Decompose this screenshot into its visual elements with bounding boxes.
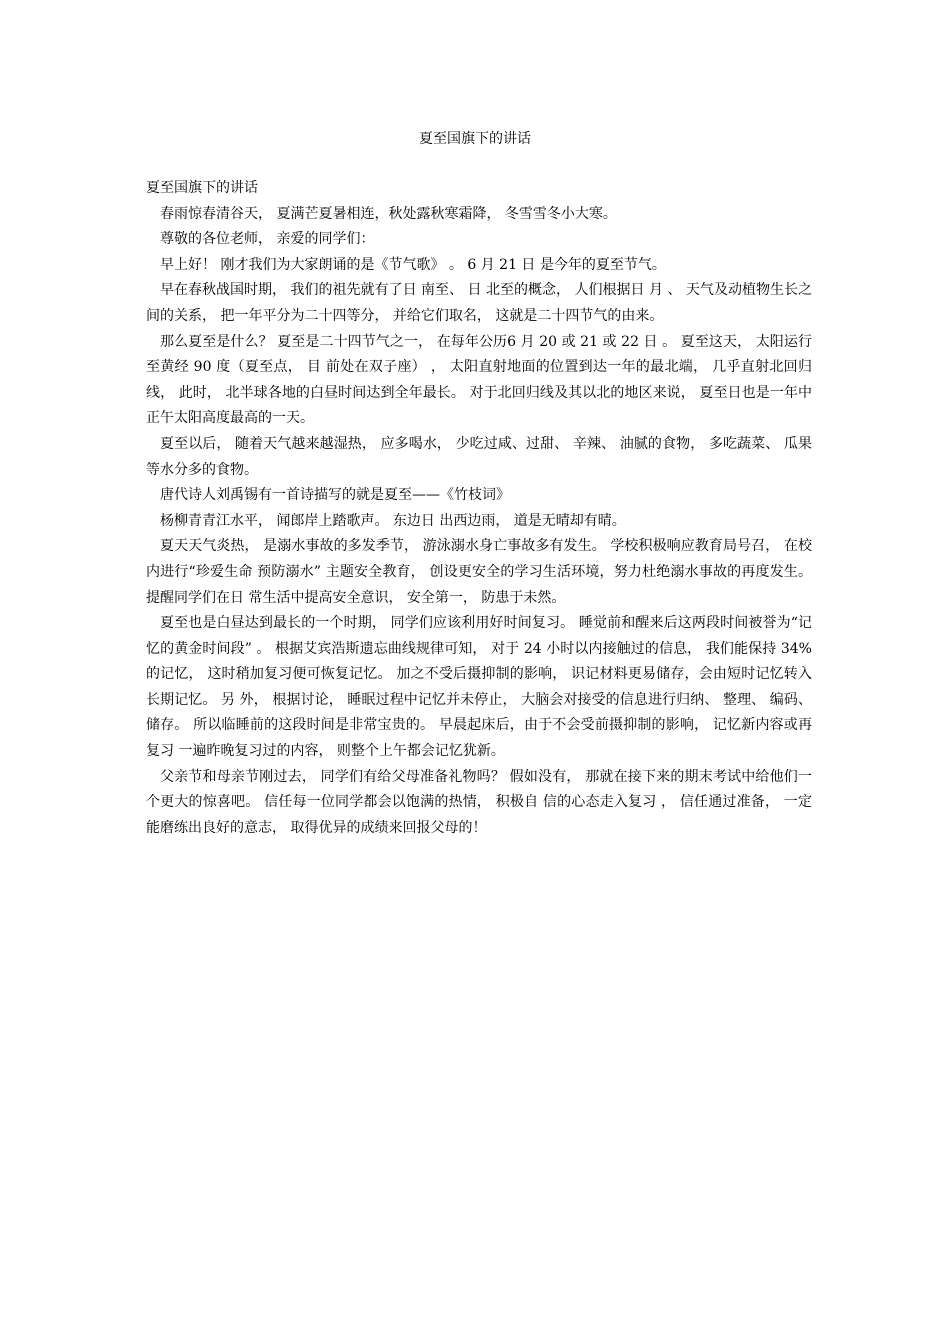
paragraph-closing: 父亲节和母亲节刚过去， 同学们有给父母准备礼物吗？ 假如没有， 那就在接下来的期末考试中给他们一个更大的惊喜吧。 信任每一位同学都会以饱满的热情， 积极自 信的心态走入复习 ， 信任通过准备， 一定能磨练出良好的意志， 取得优异的成绩来回报父母的！: [146, 768, 812, 836]
paragraph-diet-advice: 夏至以后， 随着天气越来越湿热， 应多喝水， 少吃过咸、过甜、 辛辣、 油腻的食物， 多吃蔬菜、 瓜果等水分多的食物。: [146, 435, 812, 478]
paragraph-greeting: 尊敬的各位老师， 亲爱的同学们：: [160, 231, 375, 248]
paragraph-history: 早在春秋战国时期， 我们的祖先就有了日 南至、 日 北至的概念， 人们根据日 月 、 天气及动植物生长之间的关系， 把一年平分为二十四等分， 并给它们取名， 这就是二十四节气的由来。: [146, 282, 812, 324]
paragraph-what-is-summer-solstice: 那么夏至是什么？ 夏至是二十四节气之一， 在每年公历6 月 20 或 21 或 22 日 。 夏至这天， 太阳运行至黄经 90 度（夏至点， 目 前处在双子座） ， 太阳直射地面的位置到达一年的最北端， 几乎直射北回归线， 此时， 北半球各地的白昼时间达到全年最长。 对于北回归线及其以北的地区来说， 夏至日也是一年中正午太阳高度最高的一天。: [146, 333, 812, 427]
document-title: 夏至国旗下的讲话: [419, 131, 531, 147]
paragraph-good-morning: 早上好！ 刚才我们为大家朗诵的是《节气歌》 。 6 月 21 日 是今年的夏至节气。: [160, 256, 666, 273]
paragraph-poet-intro: 唐代诗人刘禹锡有一首诗描写的就是夏至——《竹枝词》: [160, 487, 510, 504]
paragraph-poem-lines: 杨柳青青江水平， 闻郎岸上踏歌声。 东边日 出西边雨， 道是无晴却有晴。: [160, 512, 626, 529]
paragraph-poem-intro: 春雨惊春清谷天， 夏满芒夏暑相连，秋处露秋寒霜降， 冬雪雪冬小大寒。: [160, 205, 617, 222]
document-body: [146, 176, 812, 841]
paragraph-study-advice: 夏至也是白昼达到最长的一个时期， 同学们应该利用好时间复习。 睡觉前和醒来后这两段时间被誉为“记忆的黄金时间段” 。 根据艾宾浩斯遗忘曲线规律可知， 对于 24 小时以内接触过的信息， 我们能保持 34%的记忆， 这时稍加复习便可恢复记忆。 加之不受后摄抑制的影响， 识记材料更易储存，会由短时记忆转入长期记忆。 另 外， 根据讨论， 睡眠过程中记忆并未停止， 大脑会对接受的信息进行归纳、 整理、 编码、储存。 所以临睡前的这段时间是非常宝贵的。 早晨起床后，由于不会受前摄抑制的影响， 记忆新内容或再复习 一遍昨晚复习过的内容， 则整个上午都会记忆犹新。: [146, 615, 812, 760]
section-heading: 夏至国旗下的讲话: [146, 180, 258, 196]
paragraph-water-safety: 夏天天气炎热， 是溺水事故的多发季节， 游泳溺水身亡事故多有发生。 学校积极响应教育局号召， 在校内进行“珍爱生命 预防溺水” 主题安全教育， 创设更安全的学习生活环境，努力杜绝溺水事故的再度发生。 提醒同学们在日 常生活中提高安全意识， 安全第一， 防患于未然。: [146, 538, 812, 606]
